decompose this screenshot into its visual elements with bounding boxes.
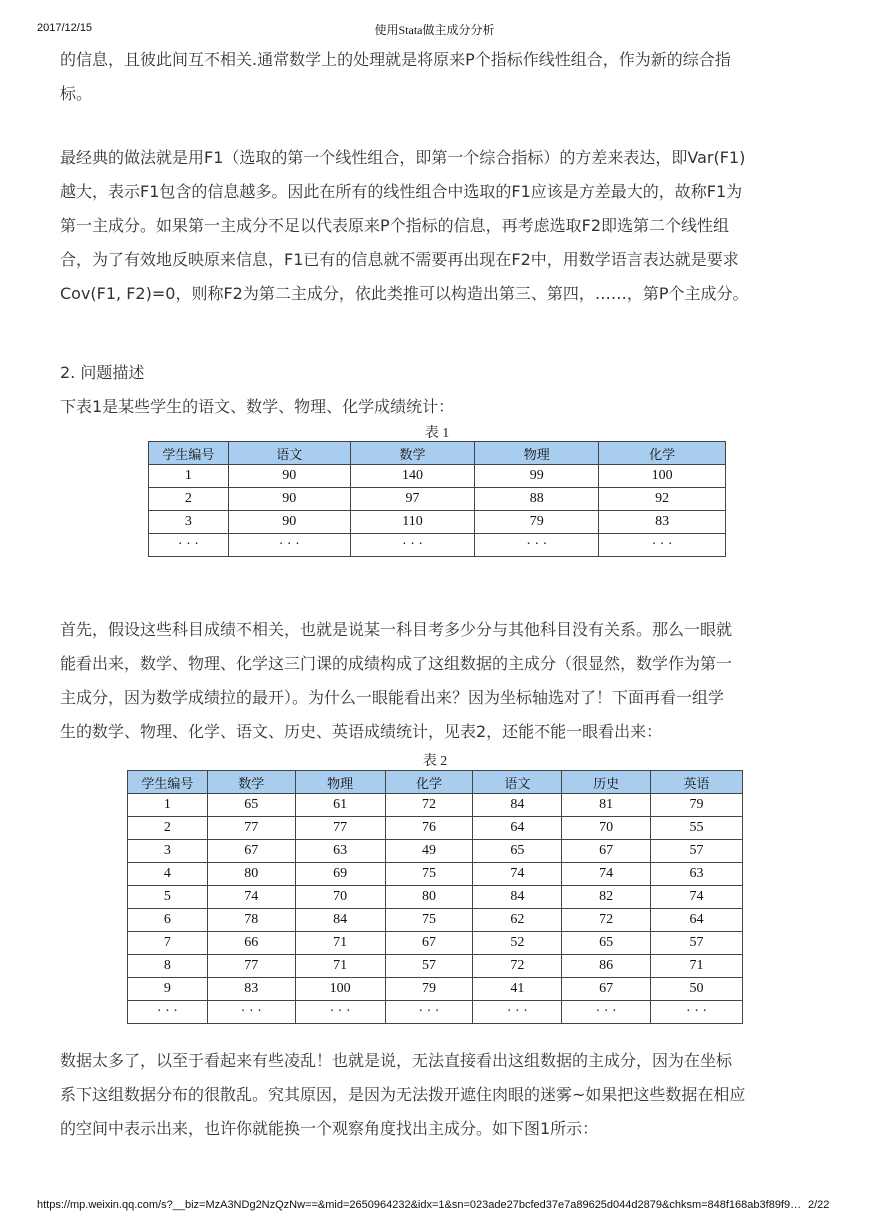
table-cell: 74: [562, 863, 651, 886]
table-cell: · · ·: [562, 1001, 651, 1024]
table-cell: 81: [562, 794, 651, 817]
table-cell: 67: [562, 840, 651, 863]
table-cell: 63: [651, 863, 743, 886]
table-cell: 69: [295, 863, 385, 886]
table-cell: 57: [651, 932, 743, 955]
text-line: 的空间中表示出来，也许你就能换一个观察角度找出主成分。如下图1所示：: [60, 1119, 599, 1138]
column-header: 语文: [473, 771, 562, 794]
text-line: 主成分，因为数学成绩拉的最开）。为什么一眼能看出来？因为坐标轴选对了！下面再看一组学: [60, 688, 725, 707]
table-cell: 84: [295, 909, 385, 932]
table-cell: 67: [207, 840, 295, 863]
column-header: 语文: [228, 442, 350, 465]
table-row: [128, 794, 743, 817]
table-row: [128, 840, 743, 863]
table-cell: · · ·: [385, 1001, 473, 1024]
table-cell: 74: [651, 886, 743, 909]
table-cell: 88: [475, 488, 599, 511]
table-cell: 80: [385, 886, 473, 909]
table-cell: 97: [350, 488, 475, 511]
column-header: 学生编号: [149, 442, 229, 465]
table-cell: 4: [128, 863, 208, 886]
table-cell: · · ·: [350, 534, 475, 557]
table-cell: 3: [149, 511, 229, 534]
table-cell: 2: [149, 488, 229, 511]
table-row: [149, 511, 726, 534]
table-cell: 84: [473, 886, 562, 909]
table-row: [128, 1001, 743, 1024]
table-cell: 79: [385, 978, 473, 1001]
text-line: 标。: [60, 84, 93, 103]
table-cell: 67: [385, 932, 473, 955]
table-cell: · · ·: [599, 534, 726, 557]
table-cell: 110: [350, 511, 475, 534]
column-header: 物理: [295, 771, 385, 794]
table1: [148, 441, 726, 557]
table-cell: · · ·: [207, 1001, 295, 1024]
table-cell: 71: [295, 955, 385, 978]
paragraph-first-component: [60, 141, 820, 311]
table-row: [128, 909, 743, 932]
column-header: 学生编号: [128, 771, 208, 794]
table-cell: 57: [651, 840, 743, 863]
column-header: 化学: [599, 442, 726, 465]
table-cell: 64: [473, 817, 562, 840]
table-cell: 70: [562, 817, 651, 840]
text-line: 最经典的做法就是用F1（选取的第一个线性组合，即第一个综合指标）的方差来表达，即Var(F1): [60, 148, 746, 167]
table-cell: 71: [651, 955, 743, 978]
table-cell: 61: [295, 794, 385, 817]
table-cell: 52: [473, 932, 562, 955]
table-cell: 140: [350, 465, 475, 488]
table-cell: · · ·: [149, 534, 229, 557]
column-header: 物理: [475, 442, 599, 465]
table-row: [128, 863, 743, 886]
paragraph-analysis: [60, 613, 820, 749]
table-row: [149, 488, 726, 511]
table-cell: 63: [295, 840, 385, 863]
column-header: 数学: [207, 771, 295, 794]
table-cell: 100: [295, 978, 385, 1001]
table-cell: 64: [651, 909, 743, 932]
table2-caption: 表 2: [422, 754, 448, 769]
print-date: 2017/12/15: [37, 22, 93, 34]
table-cell: 75: [385, 863, 473, 886]
table2: [127, 770, 743, 1024]
table-cell: 77: [207, 817, 295, 840]
section-heading: 2. 问题描述: [60, 363, 145, 382]
text-line: 首先，假设这些科目成绩不相关，也就是说某一科目考多少分与其他科目没有关系。那么一眼就: [60, 620, 733, 639]
table-cell: 72: [562, 909, 651, 932]
table-cell: · · ·: [651, 1001, 743, 1024]
table-cell: 7: [128, 932, 208, 955]
table-cell: 65: [562, 932, 651, 955]
table-cell: 77: [295, 817, 385, 840]
text-line: 数据太多了，以至于看起来有些凌乱！也就是说，无法直接看出这组数据的主成分，因为在坐标: [60, 1051, 733, 1070]
table-cell: 83: [207, 978, 295, 1001]
column-header: 英语: [651, 771, 743, 794]
table-cell: · · ·: [475, 534, 599, 557]
table-cell: 1: [149, 465, 229, 488]
table-cell: 41: [473, 978, 562, 1001]
paragraph-conclusion: [60, 1044, 820, 1146]
table-cell: 82: [562, 886, 651, 909]
table-cell: 84: [473, 794, 562, 817]
table-cell: 5: [128, 886, 208, 909]
table-cell: 1: [128, 794, 208, 817]
table-cell: 8: [128, 955, 208, 978]
text-line: 生的数学、物理、化学、语文、历史、英语成绩统计，见表2，还能不能一眼看出来：: [60, 722, 663, 741]
table-cell: 72: [473, 955, 562, 978]
table-cell: 99: [475, 465, 599, 488]
table-cell: 100: [599, 465, 726, 488]
column-header: 化学: [385, 771, 473, 794]
table1-caption: 表 1: [424, 426, 450, 441]
table-row: [128, 955, 743, 978]
table-cell: 62: [473, 909, 562, 932]
text-line: 第一主成分。如果第一主成分不足以代表原来P个指标的信息，再考虑选取F2即选第二个线性组: [60, 216, 730, 235]
column-header: 数学: [350, 442, 475, 465]
page-number: 2/22: [808, 1199, 830, 1211]
table-cell: 55: [651, 817, 743, 840]
text-line: 系下这组数据分布的很散乱。究其原因，是因为无法拨开遮住肉眼的迷雾~如果把这些数据在相应: [60, 1085, 746, 1104]
table-row: [128, 932, 743, 955]
table-cell: 71: [295, 932, 385, 955]
page-title: 使用Stata做主成分分析: [374, 23, 495, 37]
footer-url: https://mp.weixin.qq.com/s?__biz=MzA3NDg2NzQzNw==&mid=2650964232&idx=1&sn=023ade27bcfed37e7a89625d044d2879&chksm=848f168ab3f89f9…: [37, 1199, 802, 1211]
table-cell: 9: [128, 978, 208, 1001]
table-cell: · · ·: [295, 1001, 385, 1024]
table-cell: 66: [207, 932, 295, 955]
table-cell: 72: [385, 794, 473, 817]
table-cell: 80: [207, 863, 295, 886]
table-cell: 77: [207, 955, 295, 978]
table-cell: 65: [473, 840, 562, 863]
table-cell: 78: [207, 909, 295, 932]
table-cell: 86: [562, 955, 651, 978]
table-cell: 50: [651, 978, 743, 1001]
table-cell: 2: [128, 817, 208, 840]
table-cell: 65: [207, 794, 295, 817]
table-cell: 57: [385, 955, 473, 978]
table-row: [128, 978, 743, 1001]
table-cell: · · ·: [128, 1001, 208, 1024]
table-row: [149, 465, 726, 488]
table-cell: 92: [599, 488, 726, 511]
table-row: [128, 886, 743, 909]
table-cell: 83: [599, 511, 726, 534]
table-cell: 67: [562, 978, 651, 1001]
table-cell: 74: [473, 863, 562, 886]
table-cell: 6: [128, 909, 208, 932]
text-line: Cov(F1, F2)=0，则称F2为第二主成分，依此类推可以构造出第三、第四，……，第P个主成分。: [60, 284, 749, 303]
table-cell: 3: [128, 840, 208, 863]
column-header: 历史: [562, 771, 651, 794]
table-cell: 90: [228, 511, 350, 534]
table-header-row: [128, 771, 743, 794]
table-row: [128, 817, 743, 840]
table1-intro: 下表1是某些学生的语文、数学、物理、化学成绩统计：: [60, 397, 455, 416]
table-cell: 79: [651, 794, 743, 817]
text-line: 的信息，且彼此间互不相关.通常数学上的处理就是将原来P个指标作线性组合，作为新的综合指: [60, 50, 731, 69]
table-cell: 90: [228, 465, 350, 488]
table-row: [149, 534, 726, 557]
table-cell: 90: [228, 488, 350, 511]
table-header-row: [149, 442, 726, 465]
table-cell: 74: [207, 886, 295, 909]
text-line: 能看出来，数学、物理、化学这三门课的成绩构成了这组数据的主成分（很显然，数学作为第一: [60, 654, 733, 673]
paragraph-intro: [60, 43, 820, 111]
table-cell: 75: [385, 909, 473, 932]
table-cell: 76: [385, 817, 473, 840]
text-line: 越大，表示F1包含的信息越多。因此在所有的线性组合中选取的F1应该是方差最大的，故称F1为: [60, 182, 743, 201]
text-line: 合，为了有效地反映原来信息，F1已有的信息就不需要再出现在F2中，用数学语言表达就是要求: [60, 250, 739, 269]
table-cell: · · ·: [473, 1001, 562, 1024]
table-cell: 49: [385, 840, 473, 863]
table-cell: 70: [295, 886, 385, 909]
table-cell: · · ·: [228, 534, 350, 557]
table-cell: 79: [475, 511, 599, 534]
